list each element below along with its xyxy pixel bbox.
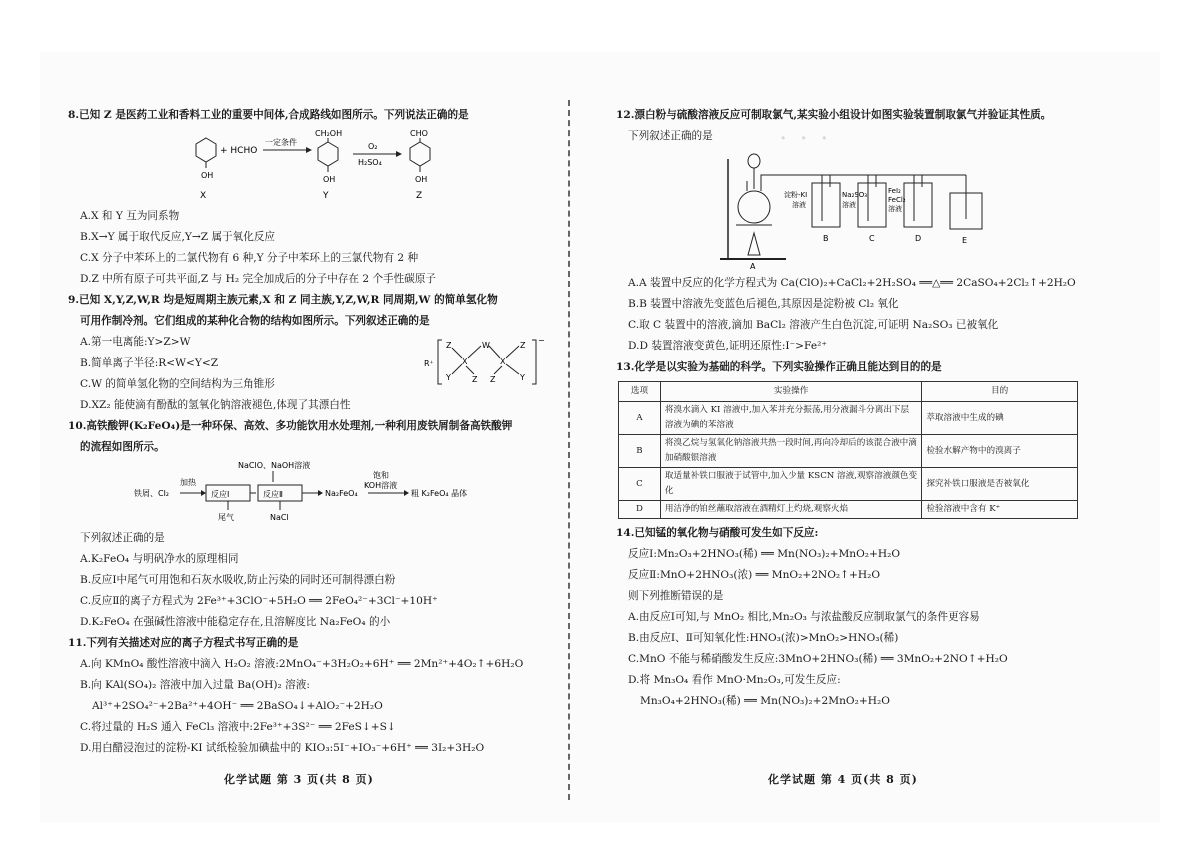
q14-reaction-2: 反应Ⅱ:MnO+2HNO₃(浓) ══ MnO₂+2NO₂↑+H₂O xyxy=(628,569,881,581)
y-ch2oh: CH₂OH xyxy=(315,129,343,138)
q10-lead: 下列叙述正确的是 xyxy=(80,532,165,544)
q9-stem-1: 9.已知 X,Y,Z,W,R 均是短周期主族元素,X 和 Z 同主族,Y,Z,W,R 同周期,W 的简单氢化物 xyxy=(68,294,498,306)
q13-table xyxy=(618,381,1078,519)
row-operation: 将溴乙烷与氢氧化钠溶液共热一段时间,再向冷却后的该混合液中滴加硝酸银溶液 xyxy=(660,435,921,468)
q11-option-a: A.向 KMnO₄ 酸性溶液中滴入 H₂O₂ 溶液:2MnO₄⁻+3H₂O₂+6H⁺ ══ 2Mn²⁺+4O₂↑+6H₂O xyxy=(80,658,524,670)
label-e: E xyxy=(962,236,968,245)
table-row xyxy=(619,402,1078,435)
left-page xyxy=(68,105,556,759)
label-b: B xyxy=(823,234,829,243)
d-label-2: FeCl₂ xyxy=(888,196,906,204)
struct-z3: Z xyxy=(472,375,478,384)
q8-option-c: C.X 分子中苯环上的二氯代物有 6 种,Y 分子中苯环上的三氯代物有 2 种 xyxy=(80,252,419,264)
q10-option-c: C.反应Ⅱ的离子方程式为 2Fe³⁺+3ClO⁻+5H₂O ══ 2FeO₄²⁻+3Cl⁻+10H⁺ xyxy=(80,595,438,607)
flow-nacl: NaCl xyxy=(270,513,289,522)
bottle-d xyxy=(904,183,932,227)
q14-option-c: C.MnO 不能与稀硝酸发生反应:3MnO+2HNO₃(稀) ══ 3MnO₂+2NO↑+H₂O xyxy=(628,653,1008,665)
q9-option-b: B.简单离子半径:R<W<Y<Z xyxy=(80,357,219,369)
left-page-footer: 化学试题 第 3 页(共 8 页) xyxy=(224,773,374,786)
label-x: X xyxy=(200,191,207,201)
struct-z2: Z xyxy=(520,341,526,350)
q14-option-d-equation: Mn₃O₄+2HNO₃(稀) ══ Mn(NO₃)₂+2MnO₂+H₂O xyxy=(640,695,890,707)
table-row xyxy=(619,468,1078,501)
z-cho: CHO xyxy=(410,129,428,138)
flow-sat: 饱和 xyxy=(373,471,389,480)
row-operation: 取适量补铁口服液于试管中,加入少量 KSCN 溶液,观察溶液颜色变化 xyxy=(660,468,921,501)
row-option: C xyxy=(619,468,661,501)
q9-structure-figure xyxy=(424,334,544,392)
c-label-2: 溶液 xyxy=(842,201,856,209)
y-oh: OH xyxy=(323,175,336,184)
q12-stem: 12.漂白粉与硫酸溶液反应可制取氯气,某实验小组设计如图实验装置制取氯气并验证其性质。 xyxy=(616,109,1052,121)
row-aim: 检验水解产物中的溴离子 xyxy=(922,435,1078,468)
b-label-1: 淀粉-KI xyxy=(784,191,808,199)
bottle-c xyxy=(858,183,886,227)
c-label-1: Na₂SO₃ xyxy=(842,191,868,199)
struct-x2: X xyxy=(500,357,506,366)
q9-option-c: C.W 的简单氢化物的空间结构为三角锥形 xyxy=(80,378,275,390)
flow-step2: 反应Ⅱ xyxy=(263,490,283,499)
q11-stem: 11.下列有关描述对应的离子方程式书写正确的是 xyxy=(68,637,299,649)
bleed-through-mark: · · · xyxy=(780,128,832,149)
struct-z4: Z xyxy=(490,375,496,384)
q8-option-b: B.X→Y 属于取代反应,Y→Z 属于氧化反应 xyxy=(80,231,276,243)
q14-lead: 则下列推断错误的是 xyxy=(628,590,724,602)
z-oh: OH xyxy=(415,175,428,184)
header-operation: 实验操作 xyxy=(660,382,921,402)
bottle-b xyxy=(812,183,840,227)
q14-reaction-1: 反应Ⅰ:Mn₂O₃+2HNO₃(稀) ══ Mn(NO₃)₂+MnO₂+H₂O xyxy=(628,548,901,560)
q12-option-a: A.A 装置中反应的化学方程式为 Ca(ClO)₂+CaCl₂+2H₂SO₄ ══△══ 2CaSO₄+2Cl₂↑+2H₂O xyxy=(628,277,1076,289)
flask-a xyxy=(738,191,770,223)
flow-koh: KOH溶液 xyxy=(364,481,398,490)
flow-offgas: 尾气 xyxy=(218,513,234,522)
benzene-ring-z xyxy=(410,142,430,166)
d-label-3: 溶液 xyxy=(888,205,902,213)
row-aim: 检验溶液中含有 K⁺ xyxy=(922,501,1078,519)
q14-stem: 14.已知锰的氧化物与硝酸可发生如下反应: xyxy=(616,527,819,539)
b-label-2: 溶液 xyxy=(792,201,806,209)
q11-option-b-equation: Al³⁺+2SO₄²⁻+2Ba²⁺+4OH⁻ ══ 2BaSO₄↓+AlO₂⁻+2H₂O xyxy=(92,700,383,712)
flow-reagents-top: NaClO、NaOH溶液 xyxy=(238,461,311,470)
struct-z1: Z xyxy=(446,341,452,350)
right-page-footer: 化学试题 第 4 页(共 8 页) xyxy=(768,773,918,786)
label-d: D xyxy=(915,234,922,243)
d-label-1: FeI₂ xyxy=(888,187,901,195)
label-z: Z xyxy=(416,191,423,201)
q9-option-a: A.第一电离能:Y>Z>W xyxy=(80,336,191,348)
label-y: Y xyxy=(323,191,329,201)
q9-stem-2: 可用作制冷剂。它们组成的某种化合物的结构如图所示。下列叙述正确的是 xyxy=(80,315,430,327)
q8-stem: 8.已知 Z 是医药工业和香料工业的重要中间体,合成路线如图所示。下列说法正确的是 xyxy=(68,109,469,121)
reagent-hcho: + HCHO xyxy=(220,146,258,156)
q10-option-b: B.反应Ⅰ中尾气可用饱和石灰水吸收,防止污染的同时还可制得漂白粉 xyxy=(80,574,396,586)
q10-stem-2: 的流程如图所示。 xyxy=(80,441,165,453)
q12-apparatus-figure xyxy=(616,147,1096,273)
x-oh: OH xyxy=(201,171,214,180)
row-operation: 用洁净的铂丝蘸取溶液在酒精灯上灼烧,观察火焰 xyxy=(660,501,921,519)
q12-lead: 下列叙述正确的是 xyxy=(628,130,713,142)
struct-y2: Y xyxy=(520,373,525,382)
row-option: B xyxy=(619,435,661,468)
burner-a xyxy=(748,233,760,255)
label-c: C xyxy=(869,234,875,243)
struct-y1: Y xyxy=(446,373,451,382)
struct-x1: X xyxy=(462,357,468,366)
flow-step1: 反应Ⅰ xyxy=(211,490,230,499)
q8-option-a: A.X 和 Y 互为同系物 xyxy=(80,210,180,222)
q10-flow-figure xyxy=(68,458,548,528)
table-row xyxy=(619,501,1078,519)
struct-w: W xyxy=(482,341,490,350)
q14-option-b: B.由反应Ⅰ、Ⅱ可知氧化性:HNO₃(浓)>MnO₂>HNO₃(稀) xyxy=(628,632,899,644)
cond2b: H₂SO₄ xyxy=(358,158,382,167)
q13-stem: 13.化学是以实验为基础的科学。下列实验操作正确且能达到目的的是 xyxy=(616,361,942,373)
q8-synthesis-figure xyxy=(68,126,538,206)
cond1: 一定条件 xyxy=(265,138,297,147)
header-option: 选项 xyxy=(619,382,661,402)
table-header-row xyxy=(619,382,1078,402)
flow-na2feo4: Na₂FeO₄ xyxy=(325,489,358,498)
q14-option-a: A.由反应Ⅰ可知,与 MnO₂ 相比,Mn₂O₃ 与浓盐酸反应制取氯气的条件更容易 xyxy=(628,611,980,623)
right-page xyxy=(616,105,1116,712)
header-aim: 目的 xyxy=(922,382,1078,402)
q9-option-d: D.XZ₂ 能使滴有酚酞的氢氧化钠溶液褪色,体现了其漂白性 xyxy=(80,399,351,411)
flow-heat: 加热 xyxy=(180,478,196,487)
benzene-ring-y xyxy=(318,142,338,166)
q10-option-d: D.K₂FeO₄ 在强碱性溶液中能稳定存在,且溶解度比 Na₂FeO₄ 的小 xyxy=(80,616,391,628)
row-option: A xyxy=(619,402,661,435)
struct-r: R⁺ xyxy=(424,359,434,368)
q12-option-c: C.取 C 装置中的溶液,滴加 BaCl₂ 溶液产生白色沉淀,可证明 Na₂SO₃ 已被氧化 xyxy=(628,319,999,331)
q10-option-a: A.K₂FeO₄ 与明矾净水的原理相同 xyxy=(80,553,239,565)
q8-option-d: D.Z 中所有原子可共平面,Z 与 H₂ 完全加成后的分子中存在 2 个手性碳原子 xyxy=(80,273,437,285)
struct-charge: − xyxy=(538,336,545,345)
q10-stem-1: 10.高铁酸钾(K₂FeO₄)是一种环保、高效、多功能饮用水处理剂,一种利用废铁屑制备高铁酸钾 xyxy=(68,420,513,432)
q11-option-d: D.用白醋浸泡过的淀粉-KI 试纸检验加碘盐中的 KIO₃:5I⁻+IO₃⁻+6H⁺ ══ 3I₂+3H₂O xyxy=(80,742,485,754)
flow-feed: 铁屑、Cl₂ xyxy=(134,489,170,498)
q11-option-b: B.向 KAl(SO₄)₂ 溶液中加入过量 Ba(OH)₂ 溶液: xyxy=(80,679,310,691)
flow-final: 粗 K₂FeO₄ 晶体 xyxy=(411,489,468,498)
q12-option-d: D.D 装置溶液变黄色,证明还原性:I⁻>Fe²⁺ xyxy=(628,340,827,352)
q11-option-c: C.将过量的 H₂S 通入 FeCl₃ 溶液中:2Fe³⁺+3S²⁻ ══ 2FeS↓+S↓ xyxy=(80,721,396,733)
cond2a: O₂ xyxy=(368,142,378,151)
benzene-ring-x xyxy=(196,138,216,162)
row-aim: 萃取溶液中生成的碘 xyxy=(922,402,1078,435)
row-option: D xyxy=(619,501,661,519)
label-a: A xyxy=(750,262,756,271)
table-row xyxy=(619,435,1078,468)
row-aim: 探究补铁口服液是否被氧化 xyxy=(922,468,1078,501)
row-operation: 将溴水滴入 KI 溶液中,加入苯并充分振荡,用分液漏斗分离出下层溶液为碘的苯溶液 xyxy=(660,402,921,435)
q14-option-d: D.将 Mn₃O₄ 看作 MnO·Mn₂O₃,可发生反应: xyxy=(628,674,841,686)
page-divider xyxy=(568,100,570,800)
q12-option-b: B.B 装置中溶液先变蓝色后褪色,其原因是淀粉被 Cl₂ 氧化 xyxy=(628,298,899,310)
